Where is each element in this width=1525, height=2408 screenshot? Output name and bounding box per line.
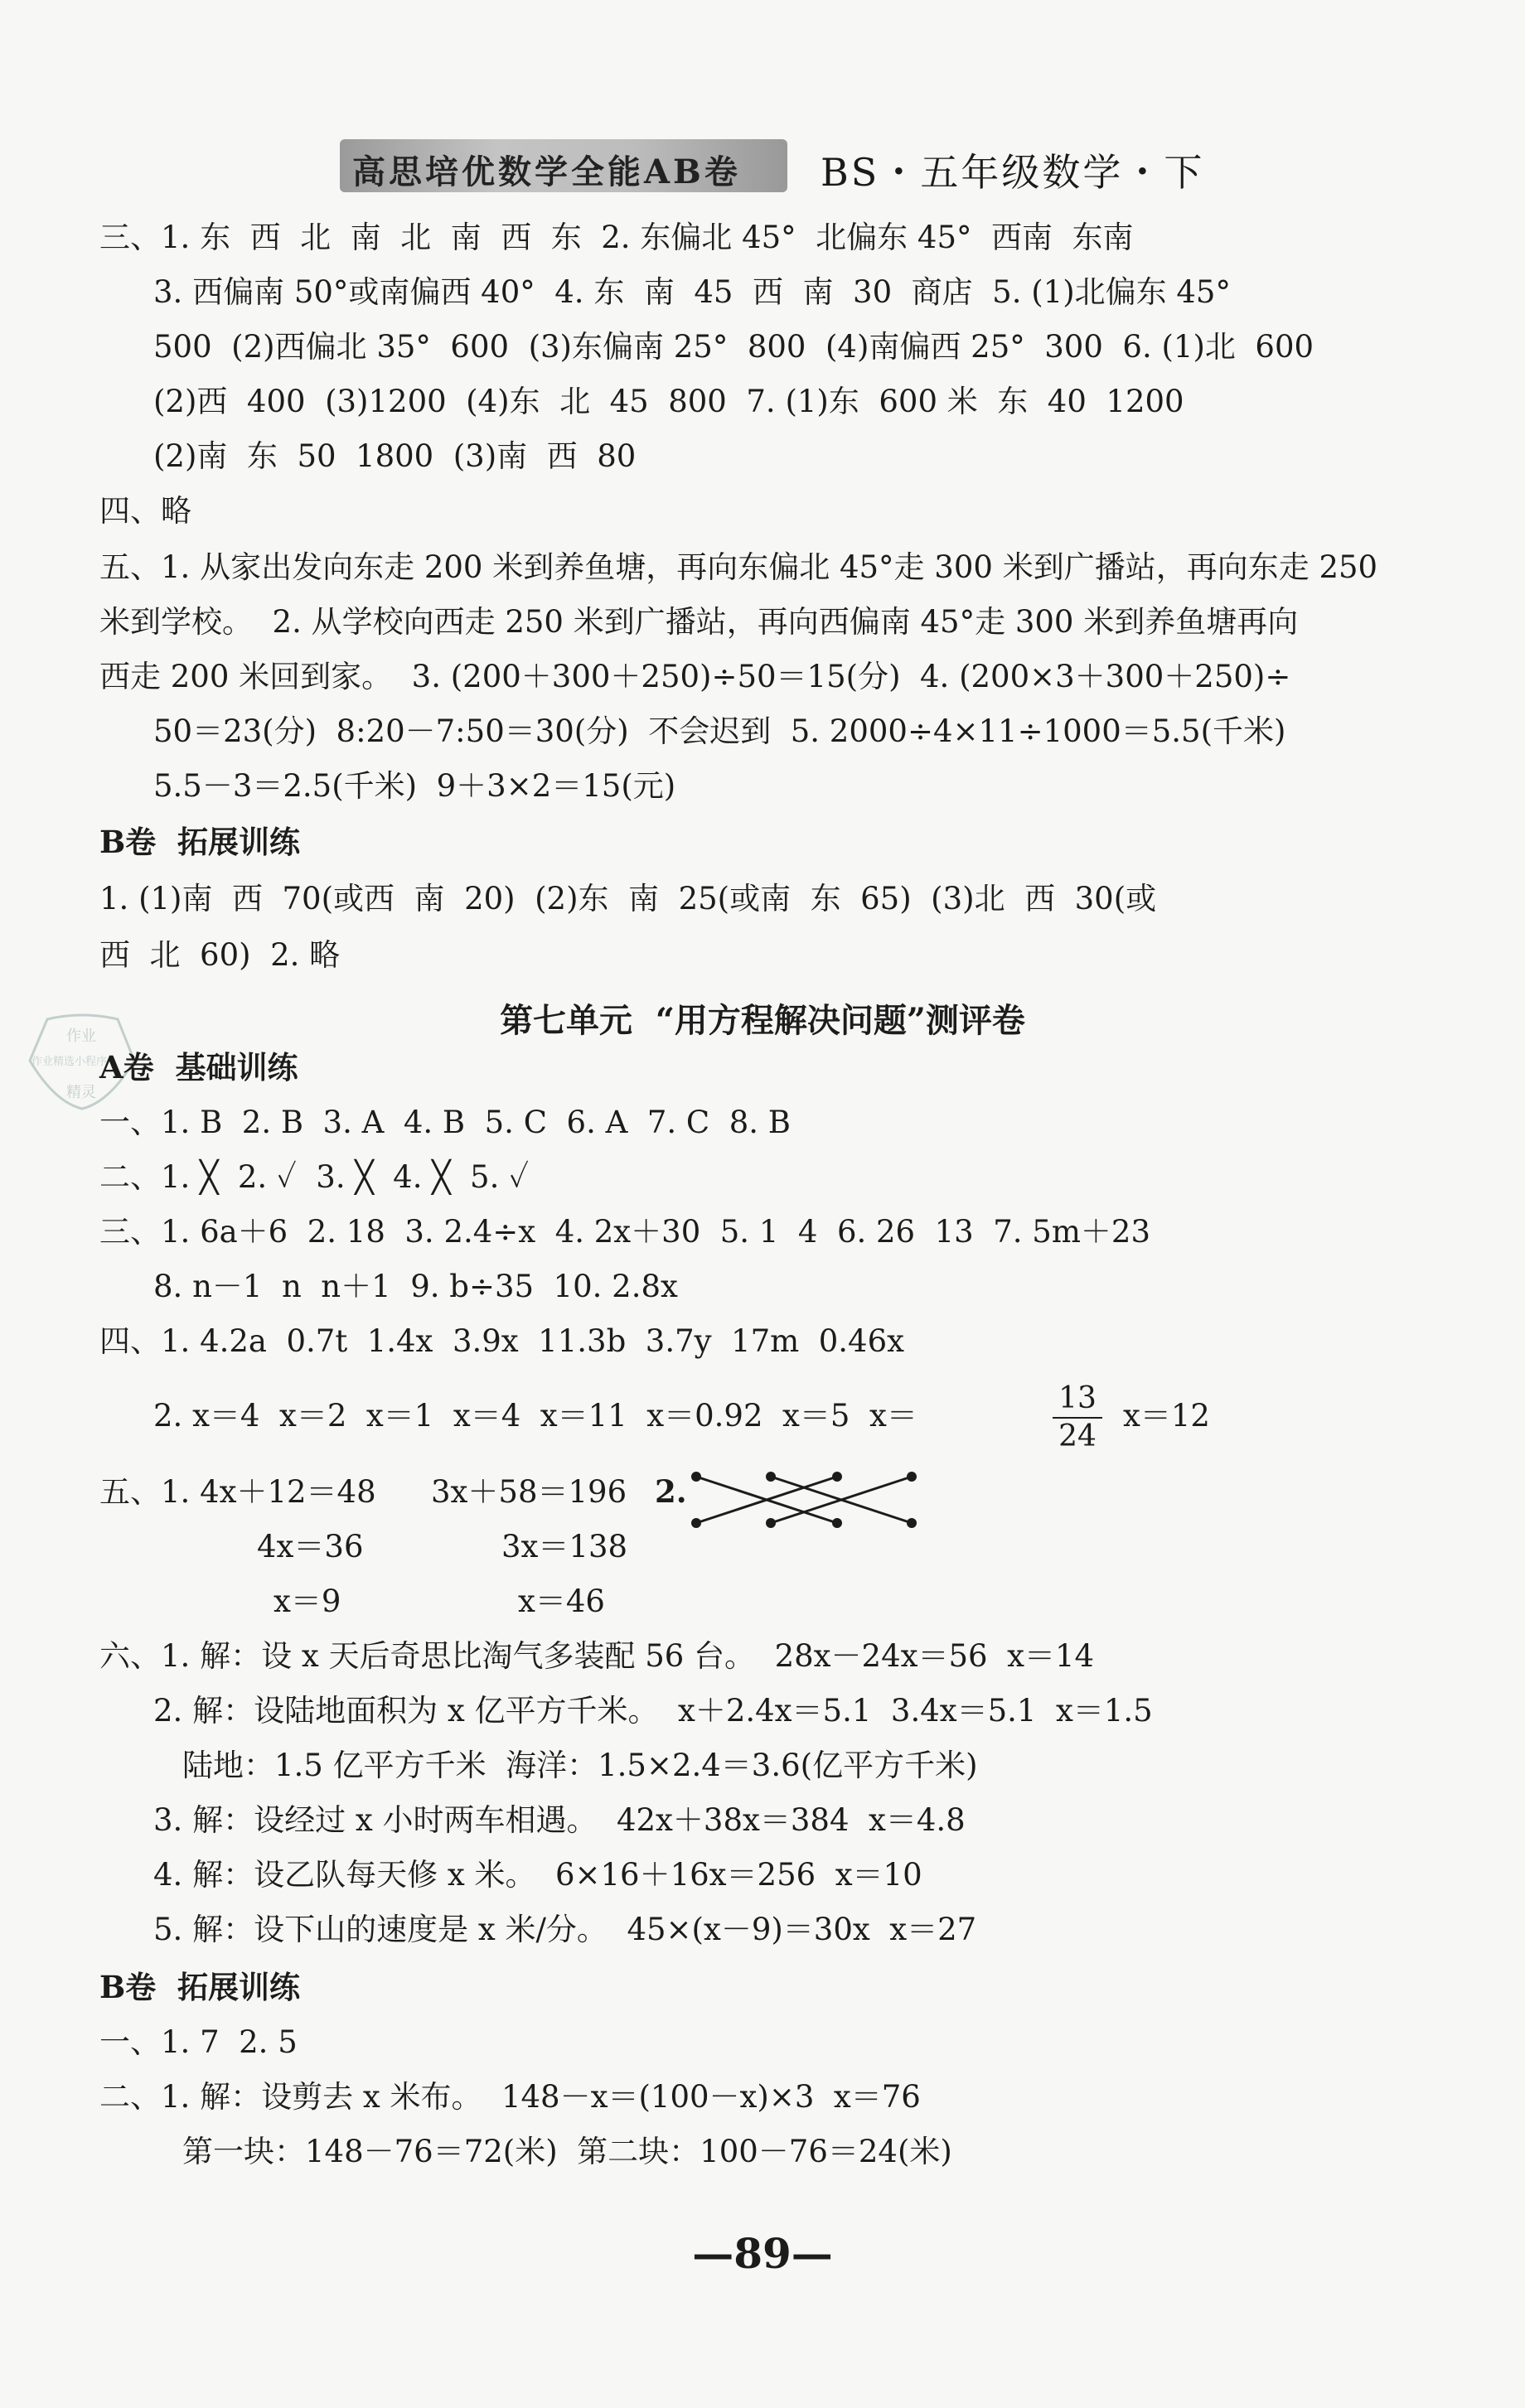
answer-line: 二、1. 解：设剪去 x 米布。 148－x＝(100－x)×3 x＝76 [99, 2079, 921, 2115]
fraction-numerator: 13 [1053, 1384, 1102, 1419]
answer-line: x＝12 [1123, 1398, 1210, 1434]
answer-line: 西 北 60) 2. 略 [99, 937, 341, 973]
answer-line: 陆地：1.5 亿平方千米 海洋：1.5×2.4＝3.6(亿平方千米) [182, 1748, 978, 1783]
section-heading: B卷 拓展训练 [99, 824, 301, 860]
stamp-text-top: 作业 [66, 1028, 96, 1045]
answer-line: 西走 200 米回到家。 3. (200＋300＋250)÷50＝15(分) 4. (200×3＋300＋250)÷ [99, 659, 1291, 694]
answer-line: x＝46 [518, 1584, 605, 1619]
answer-line: 三、1. 东 西 北 南 北 南 西 东 2. 东偏北 45° 北偏东 45° 西南 东南 [99, 220, 1134, 255]
answer-line: 米到学校。 2. 从学校向西走 250 米到广播站，再向西偏南 45°走 300 米到养鱼塘再向 [99, 604, 1299, 640]
answer-line: 第一块：148－76＝72(米) 第二块：100－76＝24(米) [182, 2134, 952, 2169]
answer-line: 4x＝36 [257, 1529, 364, 1564]
fraction [1053, 1381, 1102, 1453]
page-number: —89— [692, 2229, 833, 2278]
answer-line: 3x＋58＝196 [431, 1474, 627, 1510]
stamp-text-bottom: 精灵 [66, 1084, 96, 1101]
answer-line: 5. 解：设下山的速度是 x 米/分。 45×(x－9)＝30x x＝27 [153, 1912, 977, 1947]
answer-line: (2)南 东 50 1800 (3)南 西 80 [153, 438, 637, 474]
fraction-denominator: 24 [1058, 1419, 1097, 1453]
answer-line: 一、1. 7 2. 5 [99, 2024, 298, 2060]
answer-line: 4. 解：设乙队每天修 x 米。 6×16＋16x＝256 x＝10 [153, 1857, 922, 1893]
answer-line: 五、1. 从家出发向东走 200 米到养鱼塘，再向东偏北 45°走 300 米到广播站，再向东走 250 [99, 549, 1378, 585]
answer-line: 3. 西偏南 50°或南偏西 40° 4. 东 南 45 西 南 30 商店 5. (1)北偏东 45° [153, 274, 1231, 310]
answer-line: (2)西 400 (3)1200 (4)东 北 45 800 7. (1)东 600 米 东 40 1200 [153, 384, 1184, 419]
answer-line: 2. [655, 1473, 687, 1510]
answer-line: 2. 解：设陆地面积为 x 亿平方千米。 x＋2.4x＝5.1 3.4x＝5.1 x＝1.5 [153, 1693, 1153, 1729]
answer-line: 二、1. ╳ 2. ✓ 3. ╳ 4. ╳ 5. ✓ [99, 1159, 529, 1195]
answer-line: 3. 解：设经过 x 小时两车相遇。 42x＋38x＝384 x＝4.8 [153, 1802, 966, 1838]
answer-line: 五、1. 4x＋12＝48 [99, 1474, 376, 1510]
unit-title: 第七单元 “用方程解决问题”测评卷 [500, 1001, 1025, 1040]
answer-line: 5.5－3＝2.5(千米) 9＋3×2＝15(元) [153, 768, 676, 804]
subject-title: BS・五年级数学・下 [821, 150, 1205, 195]
answer-line: 三、1. 6a＋6 2. 18 3. 2.4÷x 4. 2x＋30 5. 1 4 6. 26 13 7. 5m＋23 [99, 1214, 1150, 1250]
answer-line: 1. (1)南 西 70(或西 南 20) (2)东 南 25(或南 东 65) (3)北 西 30(或 [99, 881, 1157, 916]
answer-line: 3x＝138 [501, 1529, 628, 1564]
matching-lines-diagram [688, 1467, 928, 1533]
series-title: 高思培优数学全能AB卷 [352, 152, 741, 191]
answer-line: 500 (2)西偏北 35° 600 (3)东偏南 25° 800 (4)南偏西 25° 300 6. (1)北 600 [153, 329, 1314, 365]
answer-line: 一、1. B 2. B 3. A 4. B 5. C 6. A 7. C 8. B [99, 1105, 791, 1140]
answer-line: 2. x＝4 x＝2 x＝1 x＝4 x＝11 x＝0.92 x＝5 x＝ [153, 1398, 917, 1434]
answer-line: 六、1. 解：设 x 天后奇思比淘气多装配 56 台。 28x－24x＝56 x＝14 [99, 1638, 1095, 1674]
answer-line: 8. n－1 n n＋1 9. b÷35 10. 2.8x [153, 1269, 678, 1304]
answer-line: 四、1. 4.2a 0.7t 1.4x 3.9x 11.3b 3.7y 17m 0.46x [99, 1323, 904, 1359]
section-heading: A卷 基础训练 [99, 1049, 298, 1086]
answer-line: 50＝23(分) 8:20－7:50＝30(分) 不会迟到 5. 2000÷4×11÷1000＝5.5(千米) [153, 713, 1286, 749]
answer-line: x＝9 [274, 1584, 341, 1619]
section-heading: B卷 拓展训练 [99, 1969, 301, 2005]
answer-line: 四、略 [99, 493, 191, 529]
stamp-text-middle: 作业精选小程序 [31, 1056, 108, 1068]
